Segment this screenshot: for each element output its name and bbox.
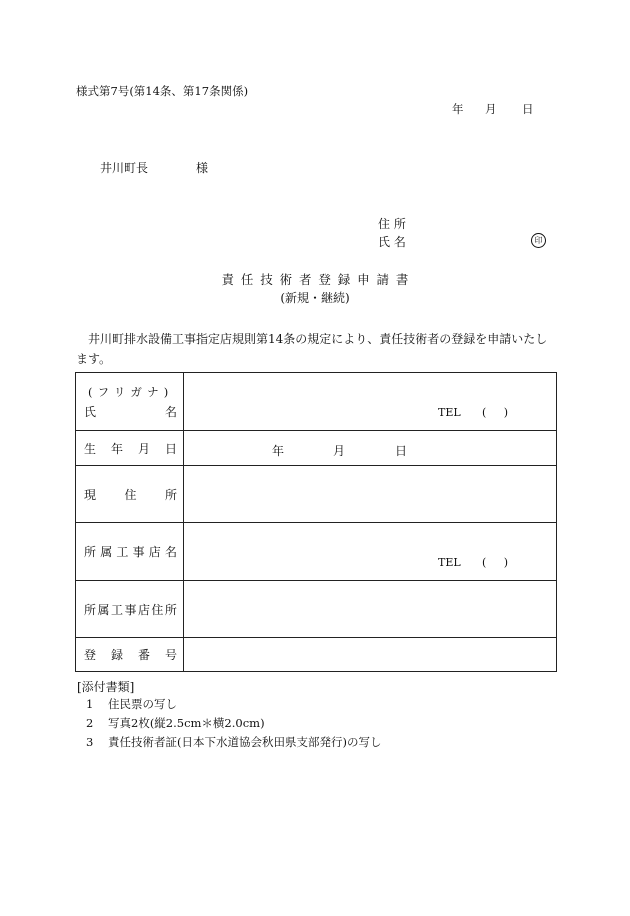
table-row-registration-number [76,638,557,672]
company-address-label-cell [76,581,184,638]
birth-char-1: 年 [110,441,123,456]
company-name-field[interactable] [184,523,557,581]
document-subtitle: (新規・継続) [280,291,350,305]
attachments-title: [添付書類] [77,680,135,694]
company-tel-paren: ( ) [482,556,509,569]
name-label-cell [76,373,184,431]
attachment-text: 責任技術者証(日本下水道協会秋田県支部発行)の写し [108,735,382,749]
name-tel-label: TEL [438,406,461,419]
furigana-label: (フリガナ) [88,384,174,399]
attachment-num: 1 [86,697,94,711]
caddr-char-2: 工 [110,602,123,617]
date-month: 月 [485,102,497,116]
document-title: 責任技術者登録申請書 [221,272,416,287]
company-name-label-cell [76,523,184,581]
reg-char-0: 登 [84,648,97,662]
table-row-current-address [76,466,557,523]
attachment-item [86,699,177,711]
table-row-name [76,373,557,431]
current-address-field[interactable] [184,466,557,523]
date-day: 日 [522,102,534,116]
registration-number-field[interactable] [184,638,557,672]
table-row-birthdate [76,431,557,466]
seal-mark-icon: 印 [531,233,546,248]
birth-day-unit: 日 [395,444,408,458]
intro-paragraph: 井川町排水設備工事指定店規則第14条の規定により、責任技術者の登録を申請いたします。 [76,332,548,366]
name-tel-paren: ( ) [482,406,509,419]
attachment-text: 写真2枚(縦2.5cm＊横2.0cm) [108,716,265,730]
reg-char-3: 号 [164,648,177,662]
caddr-char-5: 住 [151,602,164,617]
name-field[interactable] [184,373,557,431]
company-char-3: 事 [132,545,145,559]
addr-char-2: 所 [164,487,177,502]
company-char-0: 所 [84,545,97,559]
application-date [452,104,534,116]
company-char-2: 工 [116,545,129,559]
application-form-table [75,372,557,672]
company-tel-label: TEL [438,556,461,569]
attachment-item [86,737,381,749]
registration-label-cell [76,638,184,672]
form-number: 様式第7号(第14条、第17条関係) [76,84,249,98]
attachment-num: 3 [86,735,94,749]
current-address-label-cell [76,466,184,523]
caddr-char-0: 所 [84,602,97,617]
caddr-char-4: 店 [137,602,150,617]
birth-char-3: 日 [164,441,177,456]
company-char-4: 店 [148,545,161,559]
name-char-1: 名 [164,404,177,419]
caddr-char-3: 事 [124,602,137,617]
addr-char-0: 現 [84,487,97,502]
applicant-address-label: 住 所 [378,217,406,231]
reg-char-2: 番 [137,648,150,662]
addressee [100,162,208,174]
birth-year-unit: 年 [272,444,285,458]
addressee-honorific: 様 [196,161,209,175]
birthdate-label-cell [76,431,184,466]
addressee-name: 井川町長 [100,161,149,175]
company-char-5: 名 [164,545,177,559]
applicant-name-label: 氏 名 [378,235,406,249]
attachment-item [86,718,265,730]
birthdate-field[interactable] [184,431,557,466]
table-row-company-name [76,523,557,581]
birth-month-unit: 月 [333,444,346,458]
reg-char-1: 録 [110,648,123,662]
name-char-0: 氏 [84,404,97,419]
date-year: 年 [452,102,464,116]
attachment-num: 2 [86,716,94,730]
caddr-char-6: 所 [164,602,177,617]
addr-char-1: 住 [124,487,137,502]
company-address-field[interactable] [184,581,557,638]
birth-char-2: 月 [137,441,150,456]
attachment-text: 住民票の写し [108,697,177,711]
caddr-char-1: 属 [97,602,110,617]
birth-char-0: 生 [84,441,97,456]
table-row-company-address [76,581,557,638]
company-char-1: 属 [100,545,113,559]
